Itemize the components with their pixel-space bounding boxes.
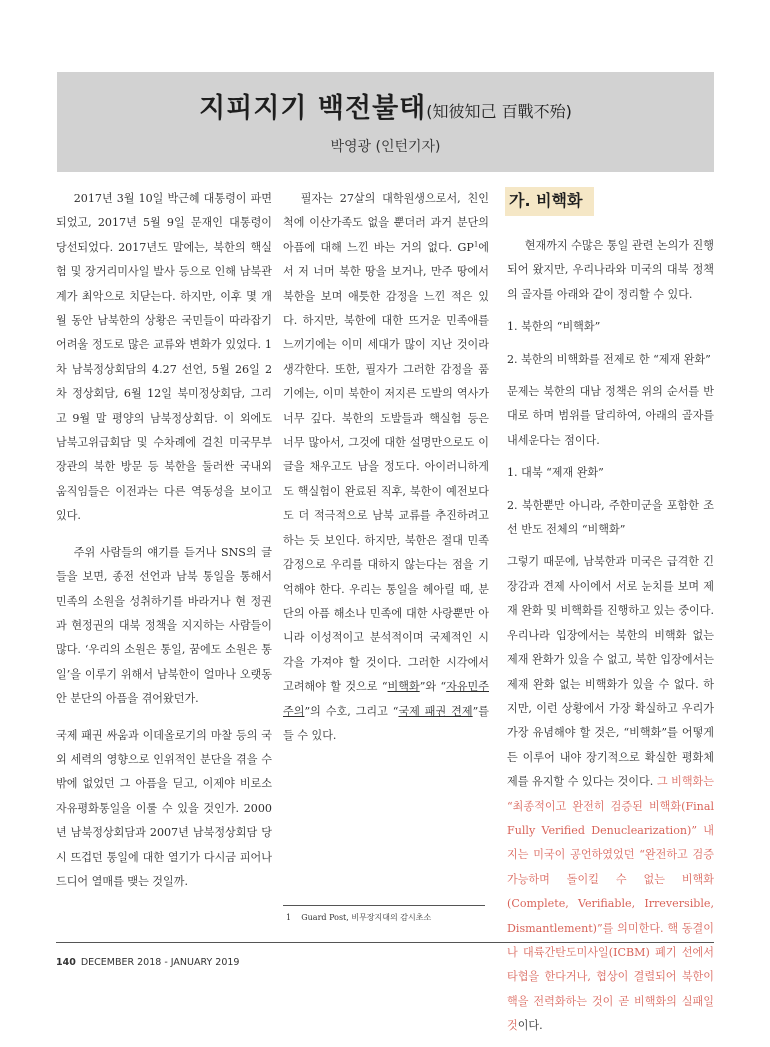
paragraph [507,550,714,1038]
text-run: 에서 저 너머 북한 땅을 보거나, 만주 땅에서 북한을 보며 애틋한 감정을 느낀 적은 있다. 하지만, 북한에 대한 뜨거운 민족애를 느끼기에는 이미 세대가 많이 지난 것이라 생각한다. 또한, 필자가 그러한 감정을 품기에는, 이미 북한이 저지른 도발의 역사가 너무 깊다. 북한의 도발들과 핵실험 등은 너무 많아서, 그것에 대한 설명만으로도 이 글을 채우고도 남을 정도다. 아이러니하게도 핵실험이 완료된 직후, 북한이 예전보다도 더 적극적으로 남북 교류를 추진하려고 하는 듯 보인다. 하지만, 북한은 절대 민족 감정으로 우리를 대하지 않는다는 점을 기억해야 한다. 우리는 통일을 헤아릴 때, 분단의 아픔 해소나 민족에 대한 사랑뿐만 아니라 이성적이고 분석적이며 국제적인 시각을 가져야 할 것이다. 그러한 시각에서 고려해야 할 것으로 “ [283,240,489,694]
article-title [57,86,714,125]
paragraph: 주위 사람들의 얘기를 듣거나 SNS의 글들을 보면, 종전 선언과 남북 통일을 통해서 민족의 소원을 성취하기를 바라거나 현 정권과 현정권의 대북 정책을 지지하는 사람들이 많다. ‘우리의 소원은 통일, 꿈에도 소원은 통일’을 이루기 위해서 남북한이 얼마나 오랫동안 분단의 아픔을 겪어왔던가. [56,545,272,706]
paragraph [283,187,489,748]
page-number: 140 [56,957,76,968]
section-heading: 가. 비핵화 [505,187,594,216]
column-2 [283,187,489,760]
list-item: 2. 북한뿐만 아니라, 주한미군을 포함한 조선 반도 전체의 “비핵화” [507,498,714,537]
column-3 [507,187,714,1047]
list-item: 1. 북한의 “비핵화” [507,320,601,334]
text-run: ”와 “ [419,680,447,694]
highlighted-text: 그 비핵화는 “최종적이고 완전히 검증된 비핵화(Final Fully Verified Denuclearization)” 내지는 미국이 공언하였었던 “완전하고 검증 가능하며 돌이킬 수 없는 비핵화(Complete, Verifiable, Irreversible, Dismantlement)”를 의미한다. 핵 동결이나 대륙간탄도미사일(ICBM) 폐기 선에서 타협을 한다거나, 협상이 결렬되어 북한이 핵을 전력화하는 것이 곧 비핵화의 실패일 것 [507,775,714,1033]
keyword-denuclearization: 비핵화 [387,680,420,694]
text-run: 그렇기 때문에, 남북한과 미국은 급격한 긴장감과 견제 사이에서 서로 눈치를 보며 제재 완화 및 비핵화를 진행하고 있는 중이다. 우리나라 입장에서는 북한의 비핵화 없는 제재 완화가 있을 수 없고, 북한 입장에서는 제재 완화 없는 비핵화가 있을 수 없다. 하지만, 이런 상황에서 가장 확실하고 우리가 가장 유념해야 할 것은, “비핵화”를 어떻게든 이루어 내야 장기적으로 확실한 평화체제를 유지할 수 있다는 것이다. [507,555,714,789]
paragraph: 문제는 북한의 대남 정책은 위의 순서를 반대로 하며 범위를 달리하여, 아래의 골자를 내세운다는 점이다. [507,385,714,447]
keyword-hegemony-check: 국제 패권 견제 [398,704,473,718]
text-run: ”를 들 수 있다. [283,704,490,742]
title-main: 지피지기 백전불태 [199,93,427,124]
text-run: ”의 수호, 그리고 “ [304,704,399,718]
column-1 [56,187,272,906]
footnote-divider [283,905,485,906]
title-hanja: (知彼知己 百戰不殆) [426,102,572,121]
title-banner [57,72,714,172]
list-item: 1. 대북 “제재 완화” [507,466,604,480]
article-author: 박영광 (인턴기자) [330,139,441,155]
paragraph: 2017년 3월 10일 박근혜 대통령이 파면되었고, 2017년 5월 9일 문재인 대통령이 당선되었다. 2017년도 말에는, 북한의 핵실험 및 장거리미사일 발사 등으로 인해 남북관계가 최악으로 치닫는다. 하지만, 이후 몇 개월 동안 남북한의 상황은 국민들이 따라잡기 어려울 정도로 많은 교류와 변화가 있었다. 1차 남북정상회담의 4.27 선언, 5월 26일 2차 정상회담, 6월 12일 북미정상회담, 그리고 9월 말 평양의 남북정상회담. 이 외에도 남북고위급회담 및 수차례에 걸친 미국무부장관의 북한 방문 등 북한을 둘러싼 국내외 움직임들은 이전과는 다른 역동성을 보이고 있다. [56,192,272,523]
paragraph: 국제 패권 싸움과 이데올로기의 마찰 등의 국외 세력의 영향으로 인위적인 분단을 겪을 수밖에 없었던 그 아픔을 딛고, 이제야 비로소 자유평화통일을 이룰 수 있을 것인가. 2000년 남북정상회담과 2007년 남북정상회담 당시 뜨겁던 통일에 대한 열기가 다시금 피어나 드디어 열매를 맺는 것일까. [56,728,272,888]
footnote-text: Guard Post, 비무장지대의 감시초소 [301,913,432,922]
list-item: 2. 북한의 비핵화를 전제로 한 “제재 완화” [507,352,711,366]
issue-date: DECEMBER 2018 - JANUARY 2019 [80,957,240,968]
page-footer [56,957,239,968]
page-divider [56,942,714,943]
paragraph: 현재까지 수많은 통일 관련 논의가 진행되어 왔지만, 우리나라와 미국의 대북 정책의 골자를 아래와 같이 정리할 수 있다. [507,239,714,301]
footnote [286,912,431,923]
text-run: 필자는 27살의 대학원생으로서, 친인척에 이산가족도 없을 뿐더러 과거 분단의 아픔에 대해 느낀 바는 거의 없다. GP [283,192,489,254]
text-run: 이다. [517,1019,543,1033]
footnote-marker[interactable]: 1 [473,240,479,249]
footnote-number: 1 [286,913,292,922]
keyword-liberal-democracy: 자유민주주의 [283,680,489,718]
